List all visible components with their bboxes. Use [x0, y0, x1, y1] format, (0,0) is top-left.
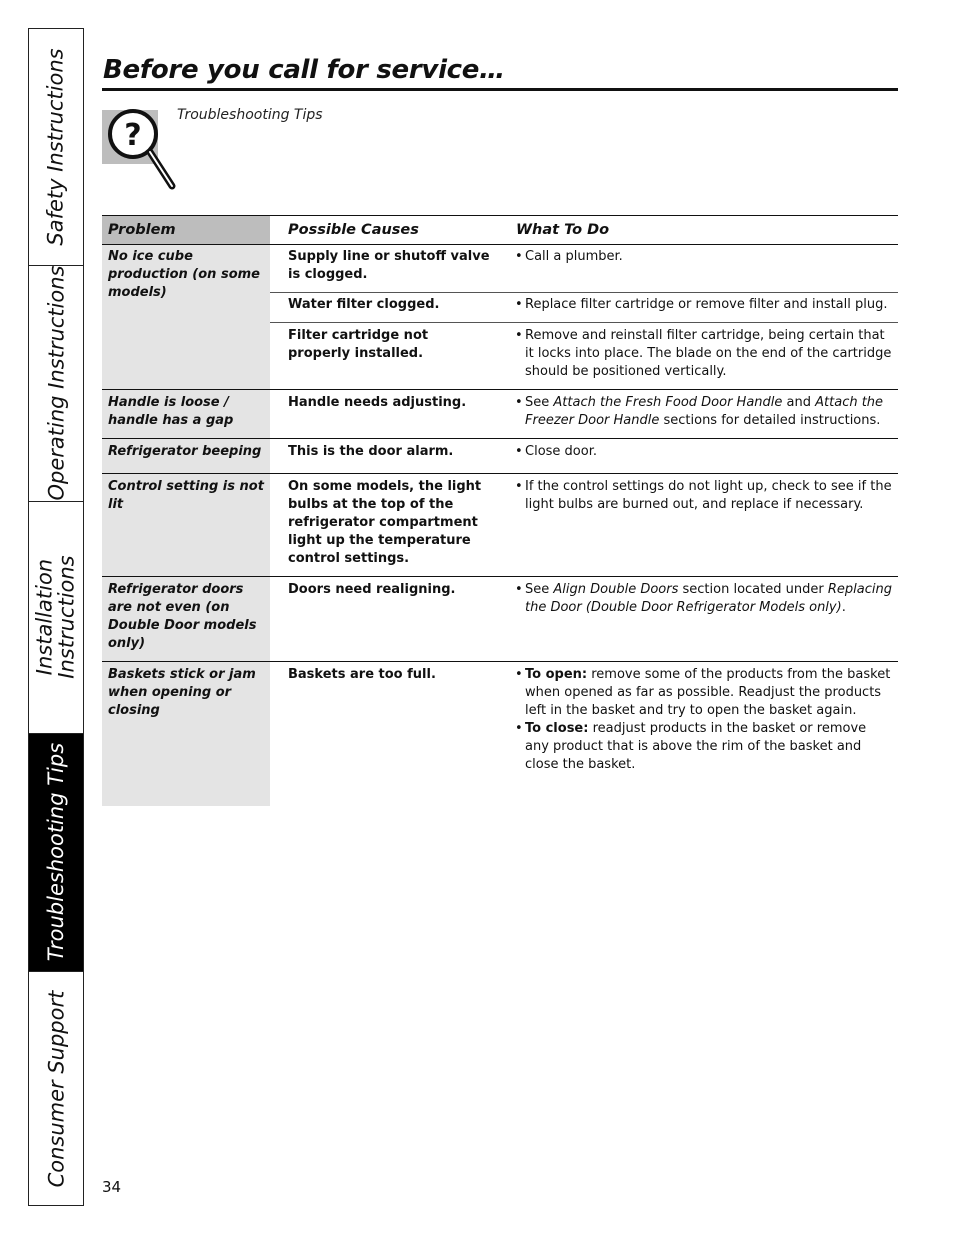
table-row	[102, 439, 898, 474]
cause-cell: Handle needs adjusting.	[270, 390, 498, 439]
todo-reference: Replacing the Door (Double Door Refrigerator Models only)	[525, 582, 892, 615]
todo-text: Replace filter cartridge or remove filter and install plug.	[525, 297, 888, 312]
table-row	[102, 474, 898, 577]
todo-cell: • Close door.	[498, 439, 898, 474]
problem-cell: Refrigerator doors are not even (on Double Door models only)	[102, 577, 270, 662]
todo-text: Call a plumber.	[525, 249, 623, 264]
todo-reference: Align Double Doors	[553, 582, 679, 597]
tab-troubleshooting-tips[interactable]	[29, 734, 83, 972]
todo-reference: Attach the Fresh Food Door Handle	[553, 395, 783, 410]
todo-text: Remove and reinstall filter cartridge, being certain that it locks into place. The blade on the end of the cartridge should be positioned vertically.	[525, 328, 892, 379]
cause-cell: Supply line or shutoff valve is clogged.	[270, 245, 498, 293]
tab-operating-instructions[interactable]	[29, 266, 83, 502]
tab-label: Consumer Support	[43, 991, 68, 1188]
todo-cell: • See Align Double Doors section located under Replacing the Door (Double Door Refrigerator Models only).	[498, 577, 898, 662]
table-row	[102, 245, 898, 293]
todo-reference: Attach the Freezer Door Handle	[525, 395, 884, 428]
tab-label: Operating Instructions	[43, 266, 68, 501]
todo-cell: • Remove and reinstall filter cartridge, being certain that it locks into place. The blade on the end of the cartridge should be positioned vertically.	[498, 323, 898, 390]
problem-cell: Control setting is not lit	[102, 474, 270, 577]
table-row	[102, 577, 898, 662]
table-row	[102, 662, 898, 806]
todo-label: To close:	[525, 721, 589, 736]
cause-cell: Filter cartridge not properly installed.	[270, 323, 498, 390]
todo-label: To open:	[525, 667, 588, 682]
todo-cell: • Replace filter cartridge or remove filter and install plug.	[498, 293, 898, 323]
cause-cell: Water filter clogged.	[270, 293, 498, 323]
todo-text: readjust products in the basket or remove any product that is above the rim of the basket and close the basket.	[525, 721, 867, 772]
todo-text: sections for detailed instructions.	[659, 413, 881, 428]
tab-consumer-support[interactable]	[29, 972, 83, 1207]
tab-label: Safety Instructions	[43, 48, 68, 246]
todo-text: .	[841, 600, 846, 615]
title-divider	[102, 88, 898, 91]
todo-cell: • See Attach the Fresh Food Door Handle and Attach the Freezer Door Handle sections for detailed instructions.	[498, 390, 898, 439]
todo-text: and	[782, 395, 816, 410]
todo-text: Close door.	[525, 444, 597, 459]
todo-text: remove some of the products from the basket when opened as far as possible. Readjust the products left in the basket and try to open the basket again.	[525, 667, 891, 718]
table-header-row	[102, 216, 898, 245]
header-problem: Problem	[102, 216, 270, 245]
header-possible-causes: Possible Causes	[270, 216, 498, 245]
cause-cell: This is the door alarm.	[270, 439, 498, 474]
section-subtitle: Troubleshooting Tips	[177, 107, 323, 123]
todo-cell: • Call a plumber.	[498, 245, 898, 293]
question-magnifier-icon	[102, 108, 182, 192]
problem-cell: Handle is loose / handle has a gap	[102, 390, 270, 439]
cause-cell: Baskets are too full.	[288, 667, 436, 682]
problem-cell: Baskets stick or jam when opening or closing	[102, 662, 270, 806]
tab-label: Troubleshooting Tips	[43, 743, 68, 962]
problem-cell: No ice cube production (on some models)	[102, 245, 270, 390]
tab-safety-instructions[interactable]	[29, 29, 83, 266]
problem-cell: Refrigerator beeping	[102, 439, 270, 474]
todo-text: See	[525, 582, 554, 597]
header-what-to-do: What To Do	[498, 216, 898, 245]
todo-text: section located under	[678, 582, 828, 597]
cause-cell: On some models, the light bulbs at the top of the refrigerator compartment light up the temperature control settings.	[270, 474, 498, 577]
page-title: Before you call for service…	[103, 55, 505, 85]
troubleshooting-table	[102, 215, 898, 806]
cause-cell: Doors need realigning.	[270, 577, 498, 662]
page-number: 34	[102, 1178, 122, 1196]
table-row	[102, 390, 898, 439]
todo-text: If the control settings do not light up, check to see if the light bulbs are burned out, and replace if necessary.	[525, 479, 892, 512]
side-tabs	[28, 28, 84, 1206]
tab-installation-instructions[interactable]	[29, 502, 83, 734]
todo-cell: • To open: remove some of the products from the basket when opened as far as possible. Readjust the products left in the basket and try to open the basket again. • To close: readjust products in the basket or remove any product that is above the rim of the basket and close the basket.	[515, 667, 891, 772]
todo-cell: • If the control settings do not light up, check to see if the light bulbs are burned out, and replace if necessary.	[498, 474, 898, 577]
todo-text: See	[525, 395, 554, 410]
svg-text:?: ?	[124, 118, 142, 153]
tab-label: Installation Instructions	[32, 555, 80, 680]
